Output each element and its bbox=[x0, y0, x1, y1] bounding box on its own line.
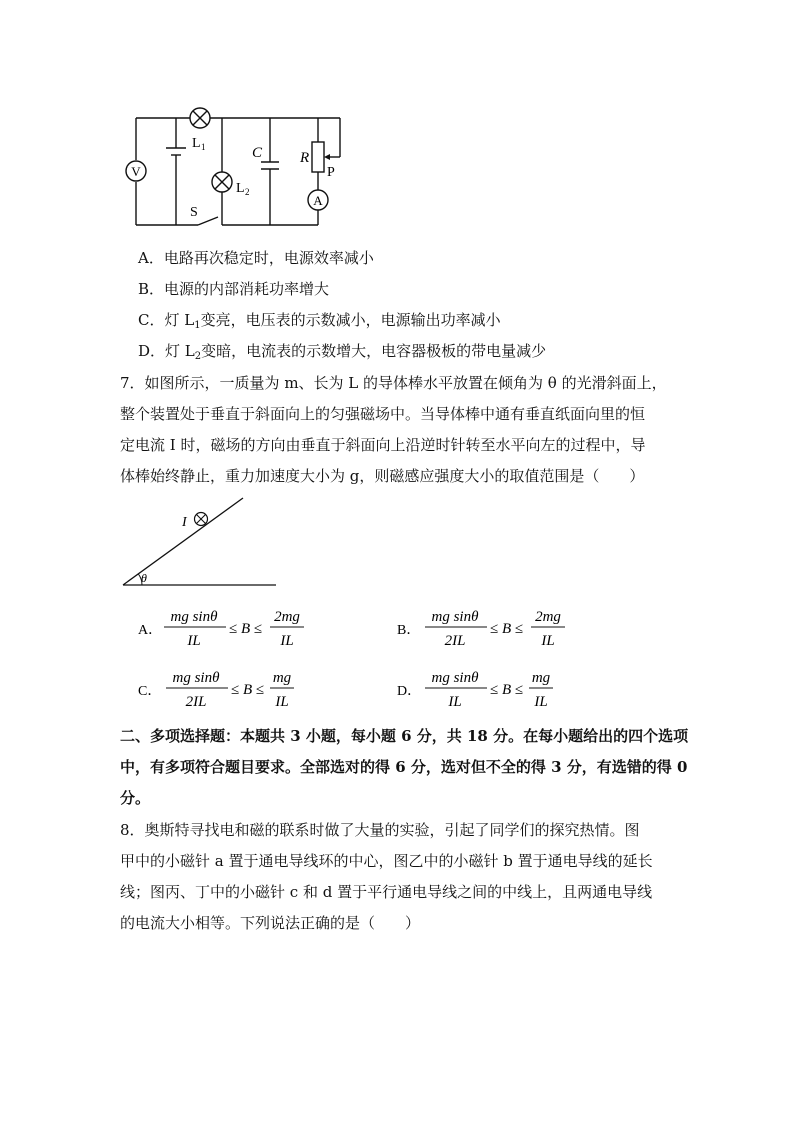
svg-text:A．: A． bbox=[138, 623, 163, 638]
q6-option-b: B．电源的内部消耗功率增大 bbox=[138, 280, 330, 298]
svg-text:≤ B ≤: ≤ B ≤ bbox=[231, 682, 265, 698]
q7-line-1: 7．如图所示，一质量为 m、长为 L 的导体棒水平放置在倾角为 θ 的光滑斜面上， bbox=[120, 374, 667, 392]
svg-text:1: 1 bbox=[201, 142, 206, 152]
q8-line-1: 8．奥斯特寻找电和磁的联系时做了大量的实验，引起了同学们的探究热情。图 bbox=[120, 821, 640, 839]
svg-text:mg sinθ: mg sinθ bbox=[170, 609, 218, 625]
q6-option-c: C．灯 $L_1$变亮，电压表的示数减小，电源输出功率减小 bbox=[138, 311, 501, 331]
q7-option-a bbox=[136, 603, 326, 653]
svg-text:D．: D． bbox=[397, 684, 422, 699]
svg-text:2IL: 2IL bbox=[444, 633, 466, 649]
lamp-l2-icon bbox=[212, 172, 232, 192]
svg-text:mg sinθ: mg sinθ bbox=[172, 670, 220, 686]
q7-line-4: 体棒始终静止，重力加速度大小为 g，则磁感应强度大小的取值范围是（ ） bbox=[120, 467, 645, 485]
svg-text:S: S bbox=[190, 205, 198, 220]
svg-text:L: L bbox=[236, 181, 245, 196]
section2-line-3: 分。 bbox=[120, 789, 151, 807]
svg-text:mg sinθ: mg sinθ bbox=[431, 609, 479, 625]
q8-line-4: 的电流大小相等。下列说法正确的是（ ） bbox=[120, 914, 421, 932]
svg-text:I: I bbox=[182, 515, 187, 530]
svg-text:mg: mg bbox=[272, 670, 292, 686]
q7-option-c bbox=[136, 664, 326, 714]
svg-text:B．: B． bbox=[397, 623, 421, 638]
svg-text:2: 2 bbox=[245, 187, 250, 197]
svg-text:mg sinθ: mg sinθ bbox=[431, 670, 479, 686]
q8-line-2: 甲中的小磁针 a 置于通电导线环的中心，图乙中的小磁针 b 置于通电导线的延长 bbox=[120, 852, 653, 870]
q6-option-d: D．灯 $L_2$变暗，电流表的示数增大，电容器极板的带电量减少 bbox=[138, 342, 547, 362]
svg-text:IL: IL bbox=[448, 694, 462, 710]
section2-line-2: 中，有多项符合题目要求。全部选对的得 6 分，选对但不全的得 3 分，有选错的得 0 bbox=[120, 758, 688, 776]
svg-text:V: V bbox=[131, 164, 141, 179]
svg-text:2IL: 2IL bbox=[185, 694, 207, 710]
svg-text:R: R bbox=[300, 150, 310, 166]
section2-line-1: 二、多项选择题：本题共 3 小题，每小题 6 分，共 18 分。在每小题给出的四个选项 bbox=[120, 727, 689, 745]
svg-text:IL: IL bbox=[280, 633, 294, 649]
q7-option-b bbox=[395, 603, 585, 653]
svg-text:2mg: 2mg bbox=[535, 609, 561, 625]
q8-line-3: 线；图丙、丁中的小磁针 c 和 d 置于平行通电导线之间的中线上，且两通电导线 bbox=[120, 883, 653, 901]
svg-text:A: A bbox=[313, 193, 323, 208]
svg-text:≤ B ≤: ≤ B ≤ bbox=[229, 621, 263, 637]
svg-text:P: P bbox=[327, 165, 335, 180]
q7-option-d bbox=[395, 664, 585, 714]
current-into-page-icon bbox=[195, 513, 208, 526]
lamp-l1-icon bbox=[190, 108, 210, 128]
svg-text:≤ B ≤: ≤ B ≤ bbox=[490, 621, 524, 637]
incline-figure bbox=[118, 492, 283, 592]
svg-text:θ: θ bbox=[141, 571, 147, 585]
svg-text:IL: IL bbox=[275, 694, 289, 710]
svg-text:mg: mg bbox=[531, 670, 551, 686]
svg-text:C: C bbox=[252, 145, 263, 161]
svg-text:C．: C． bbox=[138, 684, 162, 699]
svg-text:2mg: 2mg bbox=[274, 609, 300, 625]
circuit-diagram bbox=[118, 100, 358, 235]
svg-text:≤ B ≤: ≤ B ≤ bbox=[490, 682, 524, 698]
svg-text:L: L bbox=[192, 136, 201, 151]
svg-text:IL: IL bbox=[534, 694, 548, 710]
q7-line-3: 定电流 I 时，磁场的方向由垂直于斜面向上沿逆时针转至水平向左的过程中，导 bbox=[120, 436, 646, 454]
svg-text:IL: IL bbox=[541, 633, 555, 649]
q7-line-2: 整个装置处于垂直于斜面向上的匀强磁场中。当导体棒中通有垂直纸面向里的恒 bbox=[120, 405, 646, 423]
q6-option-a: A．电路再次稳定时，电源效率减小 bbox=[138, 249, 374, 267]
svg-text:IL: IL bbox=[187, 633, 201, 649]
